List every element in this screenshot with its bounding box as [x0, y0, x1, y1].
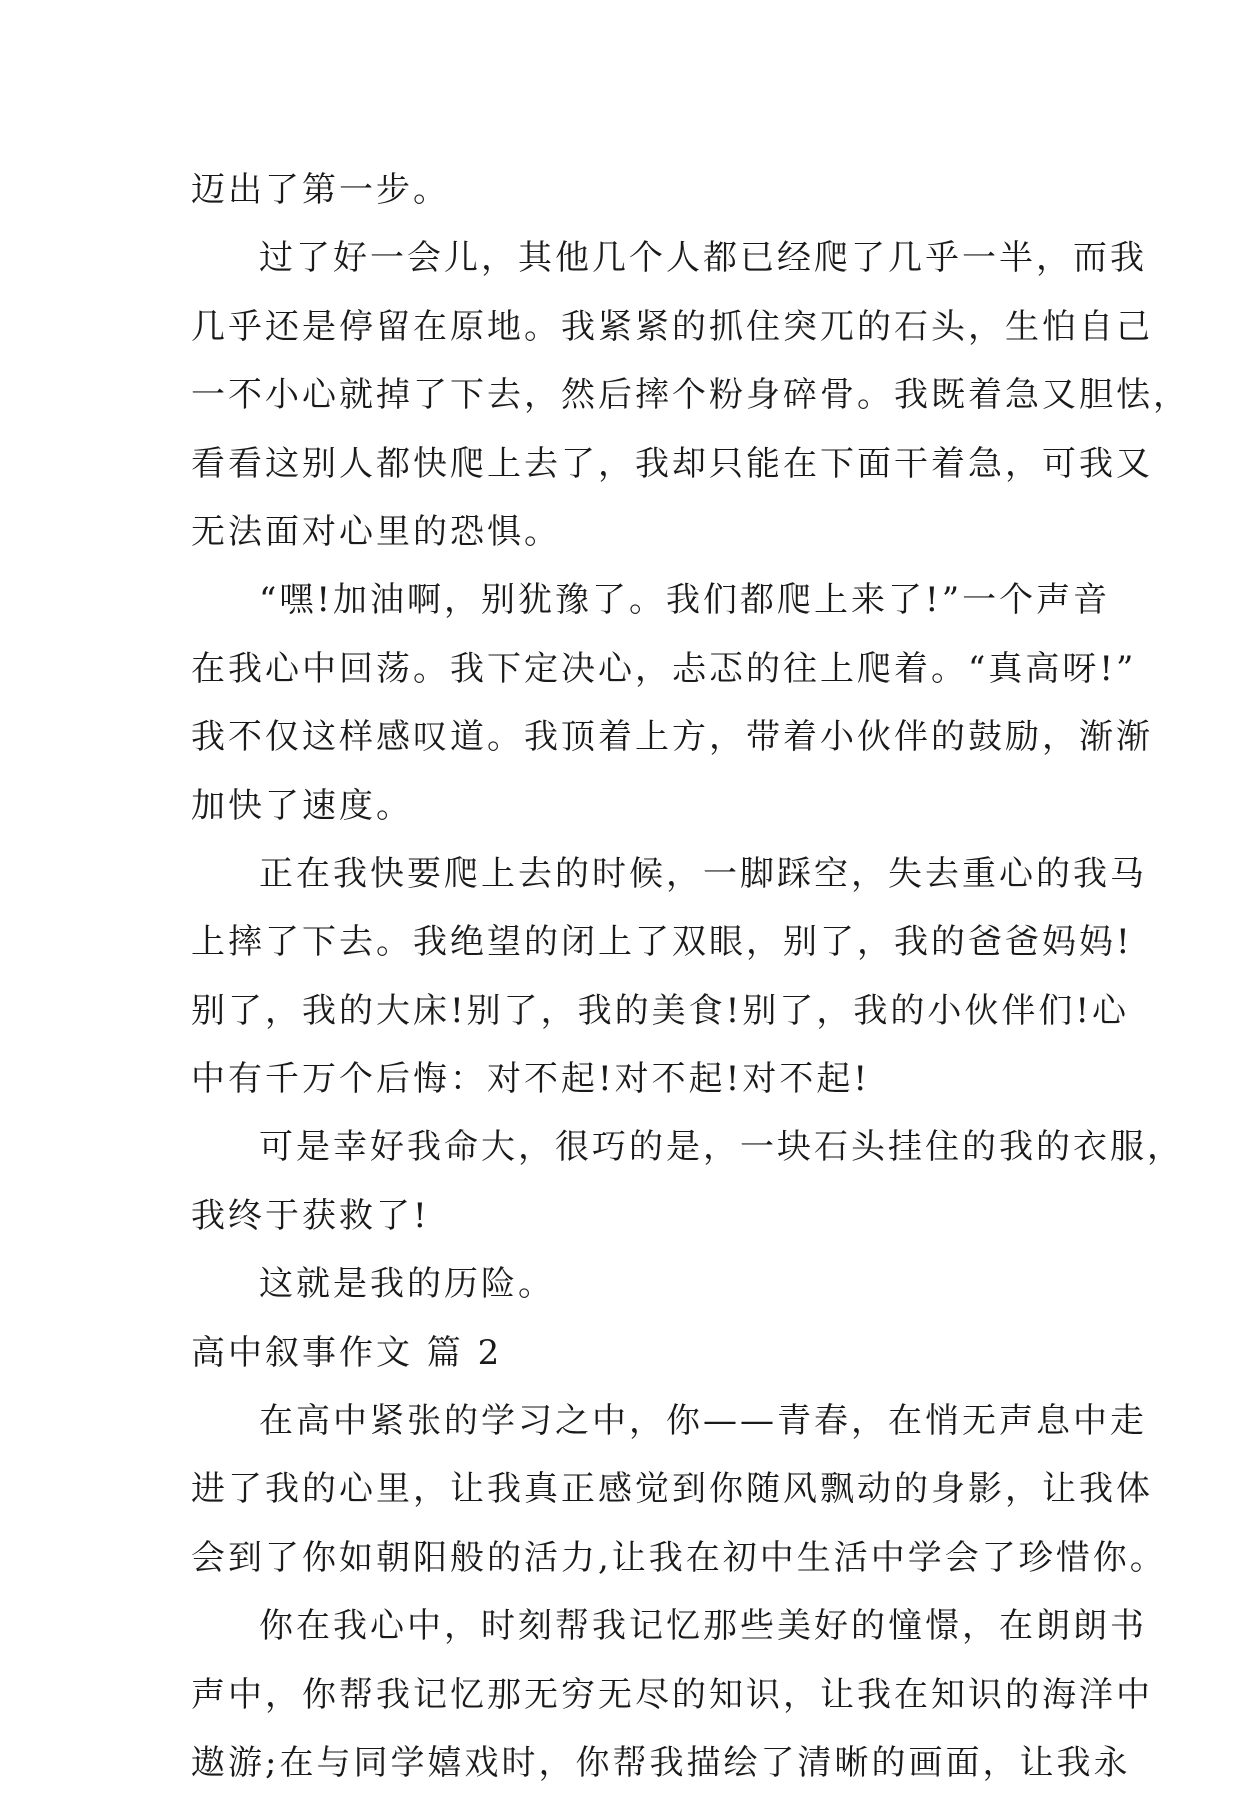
text-line: 我终于获救了!: [191, 1195, 430, 1236]
text-line: 你在我心中，时刻帮我记忆那些美好的憧憬，在朗朗书: [259, 1606, 1147, 1647]
text-line: 无法面对心里的恐惧。: [191, 511, 561, 552]
text-line: 上摔了下去。我绝望的闭上了双眼，别了，我的爸爸妈妈!: [191, 922, 1133, 963]
document-body: [191, 156, 1190, 1797]
text-line: 几乎还是停留在原地。我紧紧的抓住突兀的石头，生怕自己: [191, 306, 1153, 347]
text-line: 我不仅这样感叹道。我顶着上方，带着小伙伴的鼓励，渐渐: [191, 717, 1153, 758]
text-line: 正在我快要爬上去的时候，一脚踩空，失去重心的我马: [259, 853, 1147, 894]
text-line: 过了好一会儿，其他几个人都已经爬了几乎一半，而我: [259, 238, 1147, 279]
text-line: 在我心中回荡。我下定决心，忐忑的往上爬着。“真高呀!”: [191, 648, 1137, 689]
text-line: 可是幸好我命大，很巧的是，一块石头挂住的我的衣服，: [259, 1127, 1184, 1168]
text-line: 一不小心就掉了下去，然后摔个粉身碎骨。我既着急又胆怯，: [191, 375, 1190, 416]
text-line: 加快了速度。: [191, 785, 413, 826]
section-heading: 高中叙事作文 篇 2: [191, 1332, 503, 1373]
text-line: 声中，你帮我记忆那无穷无尽的知识，让我在知识的海洋中: [191, 1674, 1153, 1715]
text-line: 会到了你如朝阳般的活力,让我在初中生活中学会了珍惜你。: [191, 1537, 1167, 1578]
text-line: 迈出了第一步。: [191, 170, 450, 210]
text-line: 在高中紧张的学习之中，你——青春，在悄无声息中走: [259, 1401, 1147, 1442]
text-line: 这就是我的历险。: [259, 1264, 555, 1305]
text-line: “嘿!加油啊，别犹豫了。我们都爬上来了!”一个声音: [259, 580, 1111, 621]
text-line: 中有千万个后悔：对不起!对不起!对不起!: [191, 1059, 870, 1100]
text-line: 看看这别人都快爬上去了，我却只能在下面干着急，可我又: [191, 443, 1153, 484]
text-line: 遨游;在与同学嬉戏时，你帮我描绘了清晰的画面，让我永: [191, 1742, 1131, 1783]
text-line: 别了，我的大床!别了，我的美食!别了，我的小伙伴们!心: [191, 990, 1129, 1031]
text-line: 进了我的心里，让我真正感觉到你随风飘动的身影，让我体: [191, 1469, 1153, 1510]
